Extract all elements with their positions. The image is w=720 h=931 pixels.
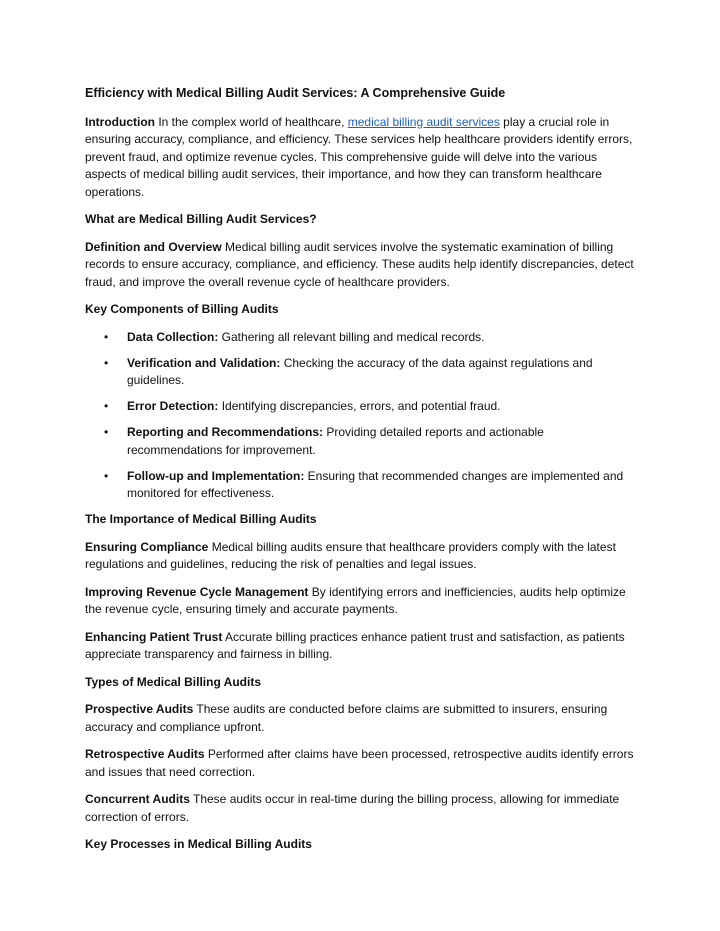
paragraph-text: These audits occur in real-time during the billing process, allowing for immediate correction of errors. bbox=[85, 792, 620, 824]
list-item-lead: Reporting and Recommendations: bbox=[127, 425, 324, 439]
paragraph-lead: Improving Revenue Cycle Management bbox=[85, 584, 309, 599]
heading-key-processes: Key Processes in Medical Billing Audits bbox=[85, 837, 312, 851]
types-paragraph-retrospective bbox=[85, 746, 640, 781]
paragraph-text: Performed after claims have been processed, retrospective audits identify errors and issues that need correction. bbox=[85, 747, 634, 779]
list-item bbox=[85, 398, 640, 416]
list-item bbox=[85, 329, 640, 347]
list-item-text: Providing detailed reports and actionable recommendations for improvement. bbox=[127, 425, 544, 457]
paragraph-text: Accurate billing practices enhance patient trust and satisfaction, as patients appreciate transparency and fairness in billing. bbox=[85, 629, 625, 661]
list-item bbox=[85, 355, 640, 390]
types-paragraph-prospective bbox=[85, 701, 640, 736]
list-item-lead: Error Detection: bbox=[127, 399, 219, 413]
definition-paragraph bbox=[85, 239, 640, 292]
importance-paragraph-trust bbox=[85, 629, 640, 664]
list-item bbox=[85, 424, 640, 459]
paragraph-lead: Ensuring Compliance bbox=[85, 539, 209, 554]
definition-text: Medical billing audit services involve the systematic examination of billing records to ensure accuracy, compliance, and efficiency. These audits help identify discrepancies, detect fraud, and improve the overall revenue cycle of healthcare providers. bbox=[85, 239, 634, 289]
heading-key-components: Key Components of Billing Audits bbox=[85, 302, 279, 316]
paragraph-lead: Enhancing Patient Trust bbox=[85, 629, 223, 644]
importance-paragraph-compliance bbox=[85, 539, 640, 574]
bullet-icon: • bbox=[104, 468, 109, 483]
intro-text-before-link: In the complex world of healthcare, bbox=[154, 114, 348, 129]
paragraph-lead: Retrospective Audits bbox=[85, 747, 205, 761]
importance-paragraph-revenue bbox=[85, 584, 640, 619]
paragraph-text: Medical billing audits ensure that healthcare providers comply with the latest regulations and guidelines, reducing the risk of penalties and legal issues. bbox=[85, 539, 616, 571]
document-title: Efficiency with Medical Billing Audit Services: A Comprehensive Guide bbox=[85, 86, 506, 100]
list-item-lead: Verification and Validation: bbox=[127, 355, 281, 370]
paragraph-text: These audits are conducted before claims are submitted to insurers, ensuring accuracy and compliance upfront. bbox=[85, 702, 608, 734]
list-item-lead: Data Collection: bbox=[127, 329, 219, 344]
intro-paragraph bbox=[85, 114, 640, 202]
bullet-icon: • bbox=[104, 329, 109, 344]
heading-what-are-services: What are Medical Billing Audit Services? bbox=[85, 212, 317, 226]
list-item-lead: Follow-up and Implementation: bbox=[127, 468, 305, 483]
bullet-icon: • bbox=[104, 355, 109, 370]
intro-lead: Introduction bbox=[85, 114, 155, 129]
components-list bbox=[85, 329, 640, 503]
heading-types: Types of Medical Billing Audits bbox=[85, 674, 262, 689]
bullet-icon: • bbox=[104, 399, 109, 413]
paragraph-text: By identifying errors and inefficiencies, audits help optimize the revenue cycle, ensuring timely and accurate payments. bbox=[85, 584, 626, 616]
list-item-text: Gathering all relevant billing and medical records. bbox=[218, 329, 485, 344]
list-item-text: Identifying discrepancies, errors, and potential fraud. bbox=[218, 399, 501, 413]
intro-text-after-link: play a crucial role in ensuring accuracy, compliance, and efficiency. These services help healthcare providers identify errors, prevent fraud, and optimize revenue cycles. This comprehensive guide will delve into the various aspects of medical billing audit services, their importance, and how they can transform healthcare operations. bbox=[85, 114, 633, 199]
paragraph-lead: Prospective Audits bbox=[85, 702, 194, 716]
definition-lead: Definition and Overview bbox=[85, 239, 222, 254]
list-item-text: Ensuring that recommended changes are implemented and monitored for effectiveness. bbox=[127, 468, 624, 500]
medical-billing-audit-services-link[interactable]: medical billing audit services bbox=[347, 114, 500, 129]
bullet-icon: • bbox=[104, 425, 109, 439]
paragraph-lead: Concurrent Audits bbox=[85, 792, 190, 806]
types-paragraph-concurrent bbox=[85, 791, 640, 826]
heading-importance: The Importance of Medical Billing Audits bbox=[85, 512, 317, 526]
list-item-text: Checking the accuracy of the data against regulations and guidelines. bbox=[127, 355, 593, 387]
list-item bbox=[85, 468, 640, 503]
